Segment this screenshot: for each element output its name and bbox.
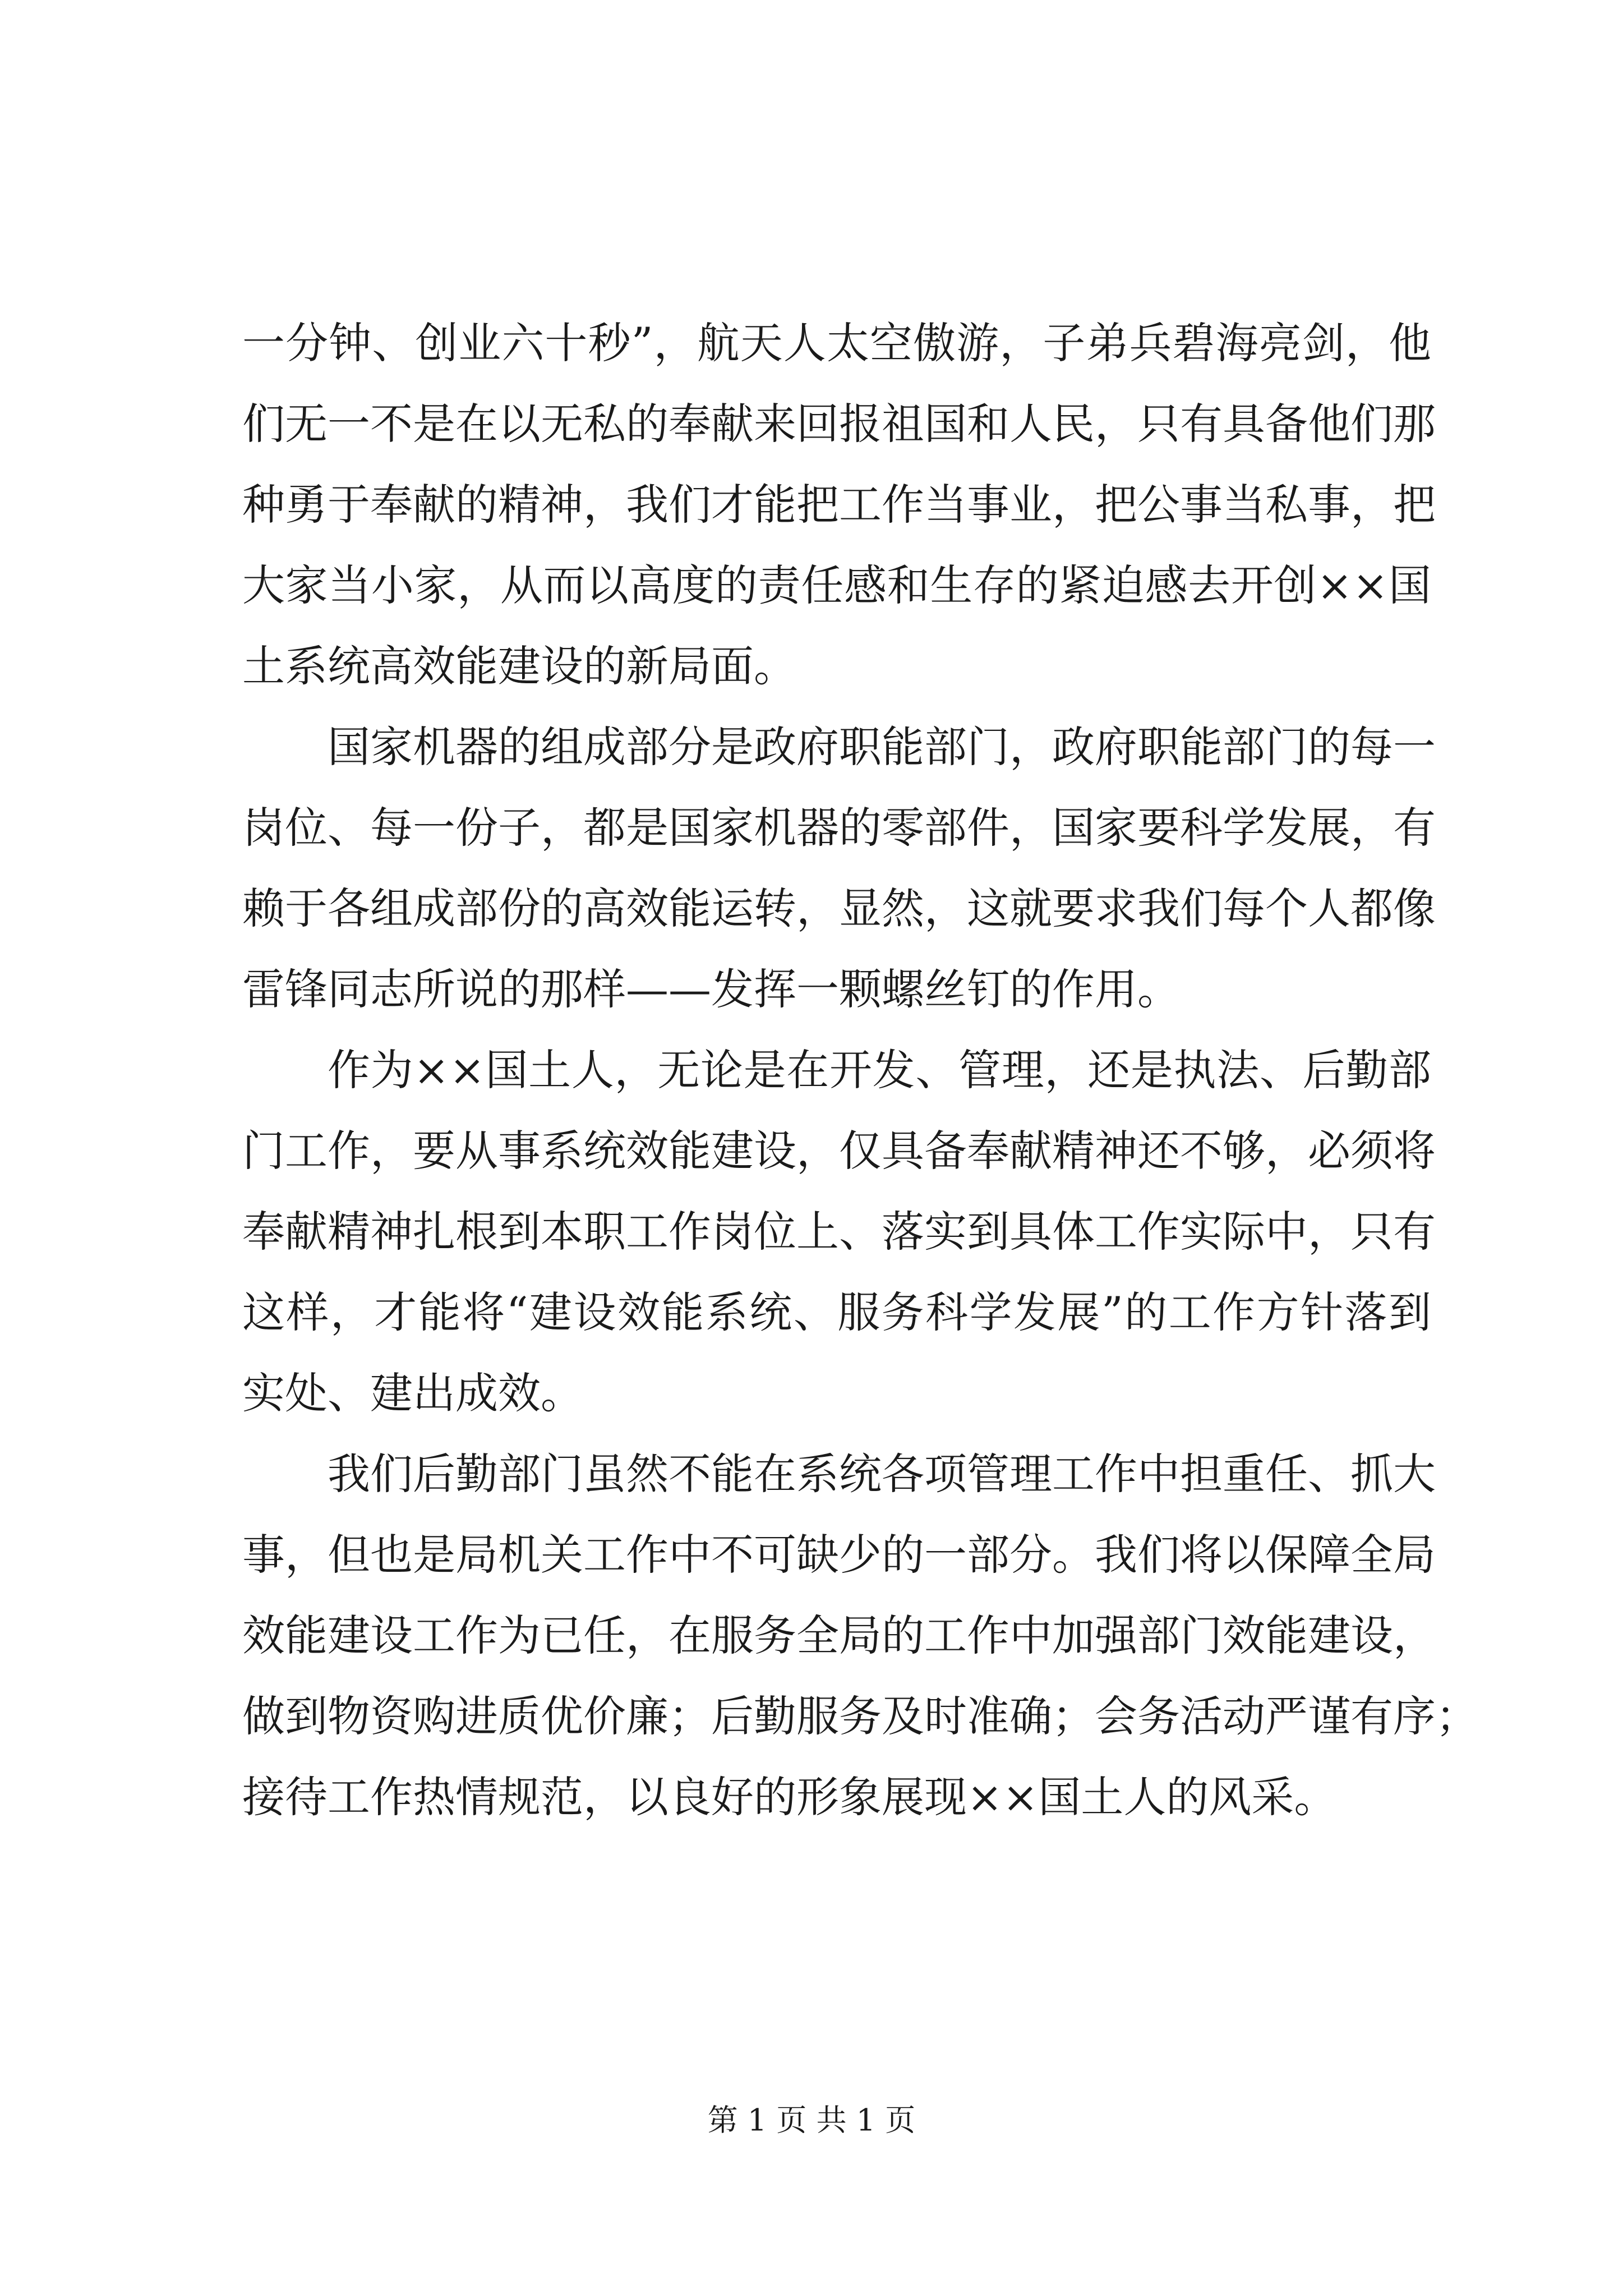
paragraph-line: 作为××国土人，无论是在开发、管理，还是执法、后勤部 bbox=[328, 1045, 1431, 1095]
page-number-footer: 第 1 页 共 1 页 bbox=[707, 2102, 916, 2138]
paragraph-line: 这样，才能将“建设效能系统、服务科学发展”的工作方针落到 bbox=[242, 1287, 1431, 1337]
paragraph-line: 种勇于奉献的精神，我们才能把工作当事业，把公事当私事，把 bbox=[242, 480, 1436, 530]
paragraph-line: 岗位、每一份子，都是国家机器的零部件，国家要科学发展，有 bbox=[242, 803, 1436, 853]
paragraph-line: 事，但也是局机关工作中不可缺少的一部分。我们将以保障全局 bbox=[242, 1530, 1436, 1580]
paragraph-line: 实处、建出成效。 bbox=[242, 1368, 583, 1418]
paragraph-line: 门工作，要从事系统效能建设，仅具备奉献精神还不够，必须将 bbox=[242, 1126, 1436, 1176]
paragraph-line: 接待工作热情规范，以良好的形象展现××国土人的风采。 bbox=[242, 1772, 1337, 1822]
paragraph-line: 一分钟、创业六十秒”，航天人太空傲游，子弟兵碧海亮剑，他 bbox=[242, 318, 1431, 368]
paragraph-line: 做到物资购进质优价廉；后勤服务及时准确；会务活动严谨有序； bbox=[242, 1691, 1478, 1741]
document-body bbox=[242, 303, 1478, 1838]
paragraph-line: 雷锋同志所说的那样——发挥一颗螺丝钉的作用。 bbox=[242, 964, 1180, 1014]
paragraph-line: 效能建设工作为已任，在服务全局的工作中加强部门效能建设， bbox=[242, 1611, 1436, 1660]
paragraph-line: 国家机器的组成部分是政府职能部门，政府职能部门的每一 bbox=[328, 722, 1436, 772]
paragraph-line: 奉献精神扎根到本职工作岗位上、落实到具体工作实际中，只有 bbox=[242, 1207, 1436, 1257]
paragraph-line: 我们后勤部门虽然不能在系统各项管理工作中担重任、抓大 bbox=[328, 1449, 1436, 1499]
paragraph-line: 们无一不是在以无私的奉献来回报祖国和人民，只有具备他们那 bbox=[242, 399, 1436, 449]
paragraph-line: 赖于各组成部份的高效能运转，显然，这就要求我们每个人都像 bbox=[242, 884, 1436, 933]
paragraph-line: 土系统高效能建设的新局面。 bbox=[242, 641, 796, 691]
paragraph-line: 大家当小家，从而以高度的责任感和生存的紧迫感去开创××国 bbox=[242, 560, 1431, 610]
